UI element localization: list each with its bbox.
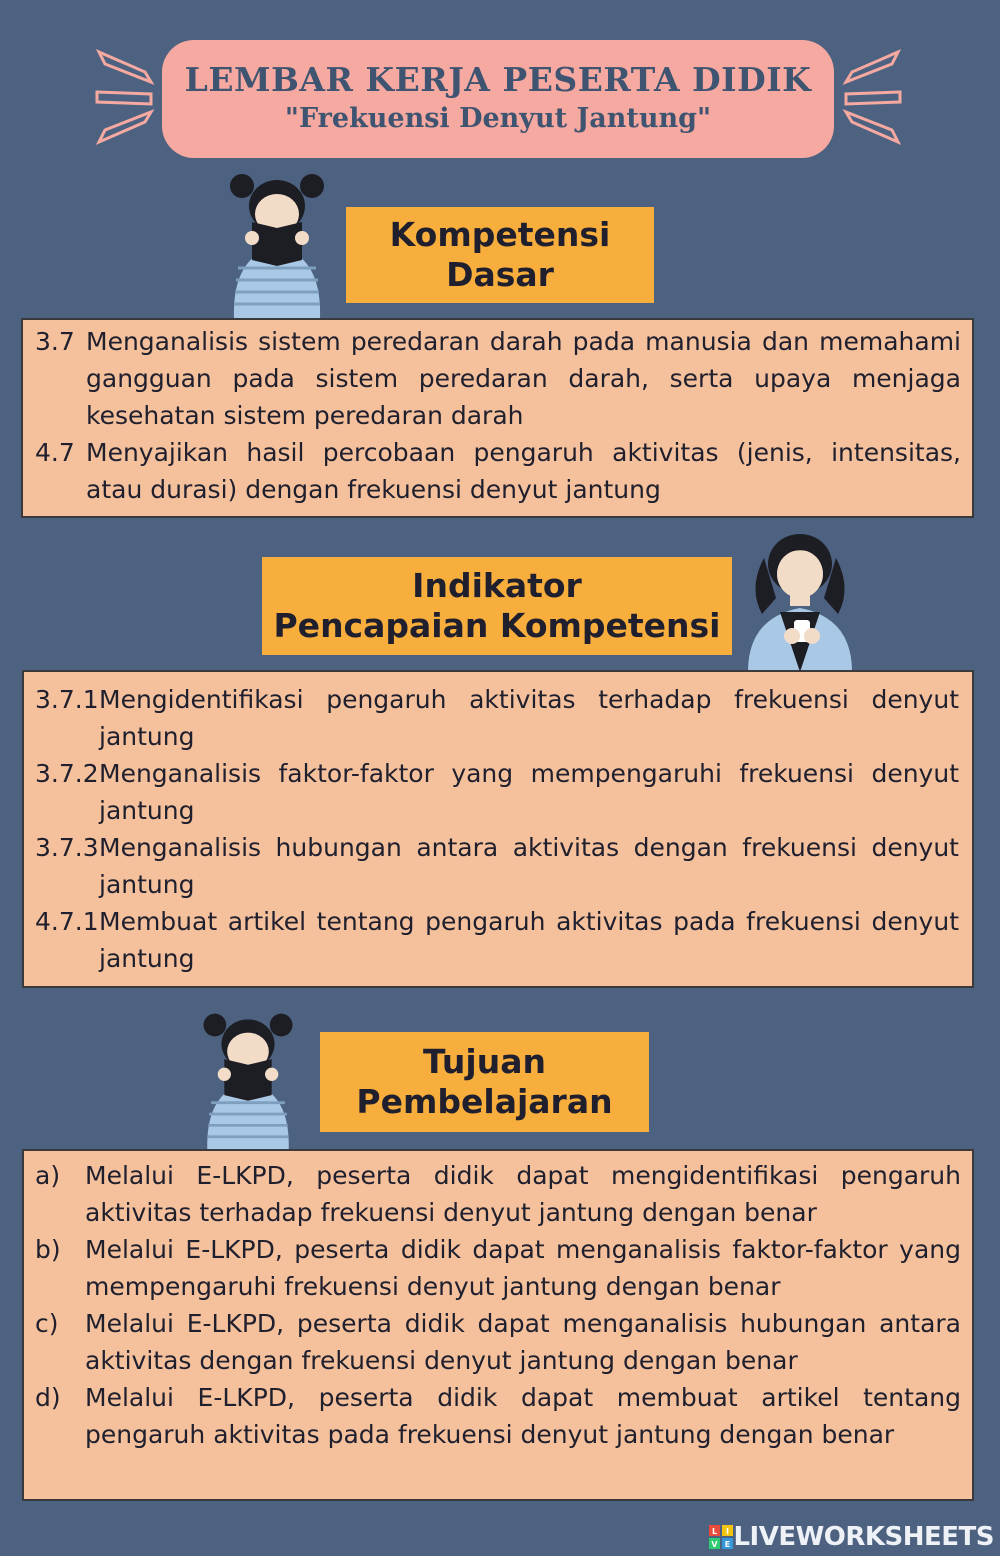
list-item (35, 903, 959, 977)
item-text: Membuat artikel tentang pengaruh aktivitas pada frekuensi denyut jantung (99, 907, 959, 973)
item-text: Melalui E-LKPD, peserta didik dapat menganalisis faktor-faktor yang mempengaruhi frekuensi denyut jantung dengan benar (85, 1235, 961, 1301)
label-line: Pencapaian Kompetensi (273, 606, 721, 645)
label-line: Kompetensi (389, 215, 611, 254)
item-text: Melalui E-LKPD, peserta didik dapat mengidentifikasi pengaruh aktivitas terhadap frekuensi denyut jantung dengan benar (85, 1161, 961, 1227)
page-title: LEMBAR KERJA PESERTA DIDIK (184, 60, 812, 99)
label-line: Indikator (412, 566, 582, 605)
girl-reading-illustration-icon (222, 168, 332, 318)
logo-letter: E (725, 1540, 731, 1549)
list-item (35, 755, 959, 829)
tujuan-box (22, 1149, 974, 1501)
label-line: Pembelajaran (356, 1082, 613, 1121)
item-number: 3.7.3 (35, 833, 99, 862)
list-item (35, 829, 959, 903)
item-text: Mengidentifikasi pengaruh aktivitas terhadap frekuensi denyut jantung (99, 685, 959, 751)
logo-letter: L (712, 1527, 718, 1536)
label-line: Tujuan (423, 1042, 546, 1081)
item-number: d) (35, 1383, 61, 1412)
list-item (35, 1305, 961, 1379)
title-banner (162, 40, 834, 158)
list-item (35, 1379, 961, 1453)
item-number: a) (35, 1161, 61, 1190)
item-text: Melalui E-LKPD, peserta didik dapat menganalisis hubungan antara aktivitas dengan frekuensi denyut jantung dengan benar (85, 1309, 961, 1375)
kompetensi-dasar-box (21, 318, 974, 518)
liveworksheets-logo-icon (709, 1525, 733, 1549)
tujuan-label (320, 1032, 649, 1132)
brand-name: LIVEWORKSHEETS (733, 1522, 994, 1552)
item-number: 4.7 (35, 438, 75, 467)
list-item (35, 1157, 961, 1231)
girl-with-phone-illustration-icon (742, 528, 858, 672)
list-item (35, 681, 959, 755)
item-text: Melalui E-LKPD, peserta didik dapat membuat artikel tentang pengaruh aktivitas pada frekuensi denyut jantung dengan benar (85, 1383, 961, 1449)
item-number: c) (35, 1309, 59, 1338)
item-number: 3.7.2 (35, 759, 99, 788)
item-text: Menganalisis faktor-faktor yang mempengaruhi frekuensi denyut jantung (99, 759, 959, 825)
page-subtitle: "Frekuensi Denyut Jantung" (284, 103, 712, 134)
logo-letter: V (711, 1540, 719, 1549)
item-number: b) (35, 1235, 61, 1264)
item-number: 3.7 (35, 327, 75, 356)
indikator-label (262, 557, 732, 655)
list-item (35, 434, 961, 508)
item-text: Menyajikan hasil percobaan pengaruh aktivitas (jenis, intensitas, atau durasi) dengan frekuensi denyut jantung (86, 438, 961, 504)
burst-lines-left-icon (95, 48, 157, 146)
logo-letter: I (726, 1527, 730, 1536)
item-text: Menganalisis hubungan antara aktivitas dengan frekuensi denyut jantung (99, 833, 959, 899)
girl-reading-illustration-icon (193, 1008, 303, 1150)
label-line: Dasar (446, 255, 554, 294)
liveworksheets-watermark[interactable] (709, 1522, 994, 1552)
burst-lines-right-icon (840, 48, 902, 146)
indikator-box (22, 670, 974, 988)
item-number: 4.7.1 (35, 907, 99, 936)
item-text: Menganalisis sistem peredaran darah pada manusia dan memahami gangguan pada sistem peredaran darah, serta upaya menjaga kesehatan sistem peredaran darah (86, 327, 961, 430)
list-item (35, 1231, 961, 1305)
item-number: 3.7.1 (35, 685, 99, 714)
list-item (35, 323, 961, 434)
kompetensi-dasar-label (346, 207, 654, 303)
